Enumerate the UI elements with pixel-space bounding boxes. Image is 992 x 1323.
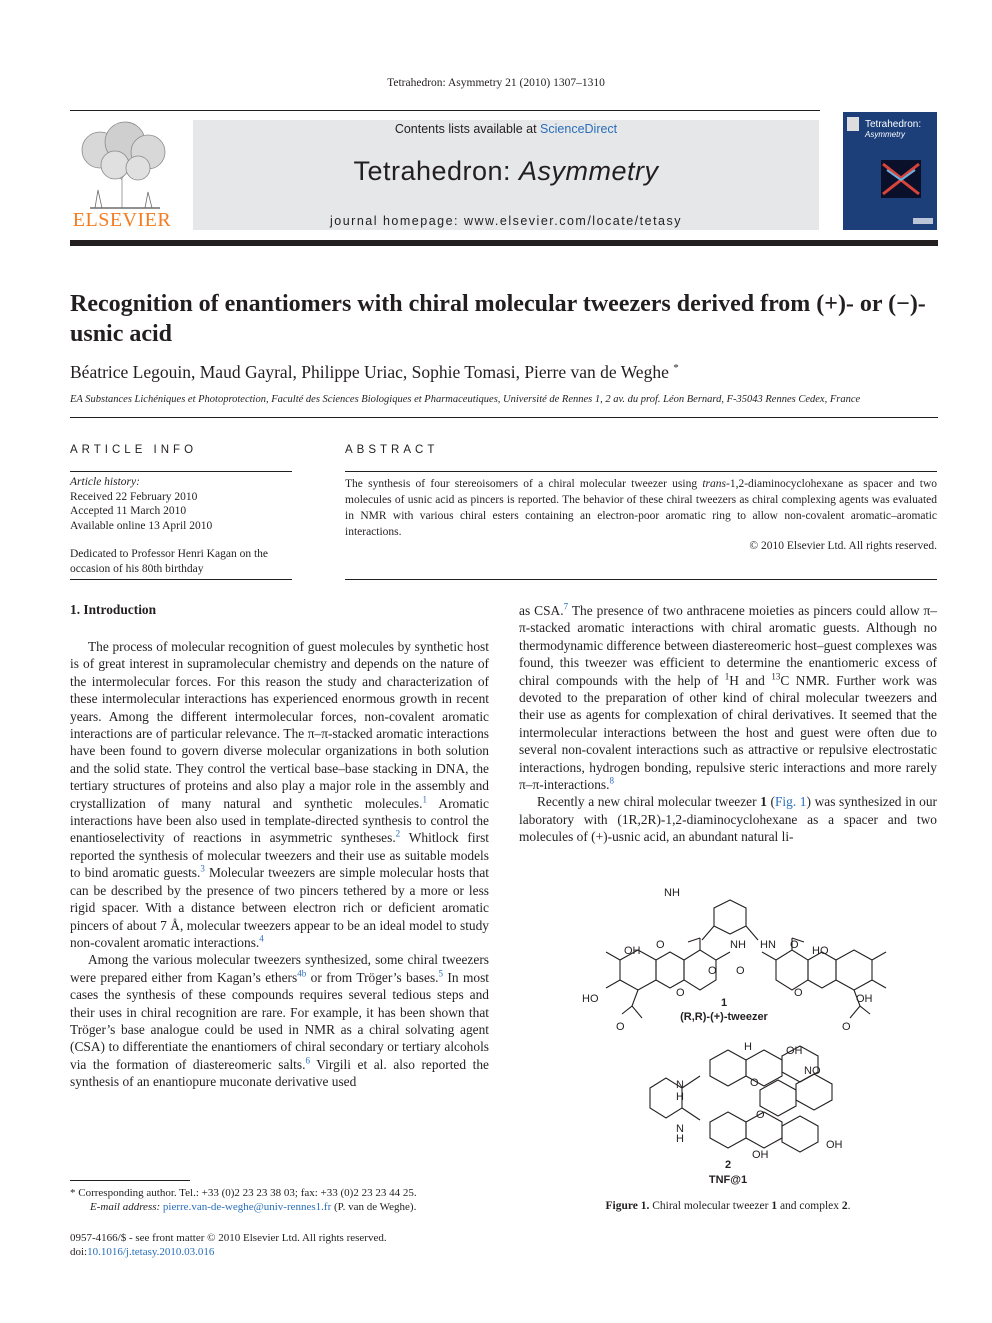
corresponding-author-note: Corresponding author. Tel.: +33 (0)2 23 23 38 03; fax: +33 (0)2 23 23 44 25. bbox=[78, 1187, 417, 1199]
caption-label: Figure 1. bbox=[605, 1200, 650, 1212]
journal-citation: Tetrahedron: Asymmetry 21 (2010) 1307–1310 bbox=[387, 77, 605, 89]
atom-label: OH bbox=[826, 1139, 843, 1151]
atom-label: NO bbox=[804, 1065, 821, 1077]
journal-name-prefix: Tetrahedron: bbox=[353, 156, 520, 186]
text-run: as CSA. bbox=[519, 603, 564, 618]
atom-label: N bbox=[676, 1123, 684, 1135]
article-info-heading: ARTICLE INFO bbox=[70, 444, 198, 456]
atom-label: N bbox=[676, 1079, 684, 1091]
dedication: Dedicated to Professor Henri Kagan on the occasion of his 80th birthday bbox=[70, 548, 268, 575]
sciencedirect-link[interactable]: ScienceDirect bbox=[540, 122, 618, 136]
reference-link[interactable]: 7 bbox=[563, 601, 569, 612]
reference-link[interactable]: 4b bbox=[297, 968, 307, 979]
introduction-heading: 1. Introduction bbox=[70, 602, 157, 617]
cyclohexane-ring bbox=[714, 900, 746, 934]
abstract-rule-top bbox=[345, 471, 937, 472]
journal-banner bbox=[193, 120, 819, 230]
footnote-star: * bbox=[70, 1187, 76, 1199]
right-aromatic-ring bbox=[776, 950, 808, 990]
atom-label: O bbox=[616, 1021, 625, 1033]
footnote-rule bbox=[70, 1180, 190, 1181]
header-thick-rule bbox=[70, 240, 938, 246]
email-label: E-mail address: bbox=[90, 1201, 161, 1213]
doi-label: doi: bbox=[70, 1246, 88, 1258]
intro-paragraph-2 bbox=[70, 951, 489, 1090]
atom-label: NH bbox=[730, 939, 746, 951]
right-column bbox=[519, 602, 937, 846]
article-info-rule-bottom bbox=[70, 579, 292, 580]
header-rule bbox=[70, 110, 820, 111]
contents-line bbox=[193, 122, 819, 136]
caption-text: and complex bbox=[777, 1200, 842, 1212]
atom-label: OH bbox=[856, 993, 873, 1005]
text-run: The process of molecular recognition of guest molecules by synthetic host is of great interest in supramolecular chemistry and depends on the nature of the intermolecular forces. For this reason the study and characterization of these intermolecular interactions has experienced enormous growth in recent years. Among the different intermolecular forces, non-covalent aromatic interactions are of particular relevance. The π–π-stacked aromatic interactions have been found to govern diverse molecular organizations in both solution and the solid state. They control the vertical base–base stacking in DNA, the tertiary structures of proteins and also play a major role in the assembly and crystallization of many natural and synthetic molecules. bbox=[70, 639, 489, 811]
elsevier-wordmark: ELSEVIER bbox=[72, 209, 172, 231]
right-paragraph-2 bbox=[519, 793, 937, 845]
history-label: Article history: bbox=[70, 476, 140, 488]
journal-name-italic: Asymmetry bbox=[519, 156, 659, 186]
reference-link[interactable]: 3 bbox=[200, 863, 205, 874]
reference-link[interactable]: 8 bbox=[609, 775, 614, 786]
atom-label: HN bbox=[760, 939, 776, 951]
chemical-structures bbox=[560, 878, 900, 1188]
isotope-mass: 1 bbox=[724, 671, 730, 682]
corresponding-author-mark[interactable]: * bbox=[673, 362, 679, 375]
text-run: Recently a new chiral molecular tweezer bbox=[537, 794, 761, 810]
compound-2-number: 2 bbox=[724, 1159, 732, 1171]
figure-1 bbox=[560, 878, 900, 1188]
right-paragraph-1 bbox=[519, 602, 937, 793]
atom-label: O bbox=[736, 965, 745, 977]
abstract-rule-bottom bbox=[345, 579, 937, 580]
abstract-copyright: © 2010 Elsevier Ltd. All rights reserved. bbox=[749, 540, 937, 552]
caption-compound: 2 bbox=[841, 1200, 848, 1212]
email-link[interactable]: pierre.van-de-weghe@univ-rennes1.fr bbox=[162, 1201, 332, 1213]
journal-homepage-link[interactable]: journal homepage: www.elsevier.com/locate/tetasy bbox=[329, 214, 682, 228]
affiliation: EA Substances Lichéniques et Photoprotection, Faculté des Sciences Biologiques et Pharmaceutiques, Université de Rennes 1, 2 av. du prof. Léon Bernard, F-35043 Rennes Cedex, France bbox=[70, 394, 861, 405]
text-run: ( bbox=[766, 794, 775, 810]
caption-text: . bbox=[847, 1200, 851, 1212]
figure-caption bbox=[519, 1200, 937, 1212]
text-run: ) was synthesized in our laboratory with (1R,2R)-1,2-diaminocyclohexane as a spacer and two molecules of (+)-usnic acid, an abundant natural li- bbox=[519, 794, 937, 845]
cover-subtitle-text: Asymmetry bbox=[865, 130, 905, 139]
text-run: Aromatic interactions have been also used in template-directed synthesis to control the enantioselectivity of reactions in asymmetric syntheses. bbox=[70, 795, 489, 846]
atom-label: O bbox=[756, 1109, 765, 1121]
author-list bbox=[70, 362, 930, 383]
atom-label: O bbox=[676, 987, 685, 999]
atom-label: OH bbox=[752, 1149, 769, 1161]
atom-label: O bbox=[708, 965, 717, 977]
accepted-date: Accepted 11 March 2010 bbox=[70, 505, 187, 517]
title-separator bbox=[70, 417, 938, 418]
atom-label: NH bbox=[664, 887, 680, 899]
intro-paragraph-1 bbox=[70, 638, 489, 951]
atom-label: H bbox=[676, 1091, 684, 1103]
reference-link[interactable]: 2 bbox=[395, 829, 401, 839]
abstract-trans: trans bbox=[702, 478, 726, 490]
email-owner: (P. van de Weghe). bbox=[331, 1201, 417, 1213]
online-date: Available online 13 April 2010 bbox=[70, 519, 213, 532]
cover-title-text: Tetrahedron: bbox=[865, 119, 922, 130]
atom-label: HO bbox=[582, 993, 599, 1005]
authors-text: Béatrice Legouin, Maud Gayral, Philippe Uriac, Sophie Tomasi, Pierre van de Weghe bbox=[70, 362, 669, 382]
text-run: Molecular tweezers are simple molecular hosts that can be described by the presence of two pincers tethered by a more or less rigid spacer. With a distance between electron rich or deficient aromatic pincers of about 7 Å, molecular tweezers appear to be an ideal model to study non-covalent aromatic interactions. bbox=[70, 865, 489, 950]
abstract-heading: ABSTRACT bbox=[345, 444, 439, 456]
journal-cover-thumbnail[interactable] bbox=[843, 112, 937, 230]
doi-link[interactable]: 10.1016/j.tetasy.2010.03.016 bbox=[87, 1246, 215, 1258]
atom-label: OH bbox=[786, 1045, 803, 1057]
text-run: Virgili et al. also reported the synthesis of an enantiopure muconate derivative used bbox=[70, 1056, 489, 1090]
atom-label: HO bbox=[812, 945, 829, 957]
atom-label: O bbox=[750, 1077, 759, 1089]
contents-prefix: Contents lists available at bbox=[394, 122, 541, 136]
elsevier-logo[interactable] bbox=[70, 120, 174, 232]
compound-1-label: (R,R)-(+)-tweezer bbox=[680, 1011, 768, 1023]
atom-label: H bbox=[676, 1133, 684, 1145]
tree-icon bbox=[70, 120, 174, 210]
article-info-rule-top bbox=[70, 471, 292, 472]
atom-label: H bbox=[744, 1041, 752, 1053]
text-run: Among the various molecular tweezers synthesized, some chiral tweezers were prepared either from Kagan’s ethers bbox=[70, 952, 489, 985]
text-run: The presence of two anthracene moieties as pincers could allow π–π-stacked aromatic interactions with chiral aromatic guests. Although no thermodynamic difference between diastereomeric host–guest complexes was found, this tweezer was efficient to determine the enantiomeric excess of chiral compounds with the help of bbox=[519, 603, 938, 688]
text-run: In most cases the synthesis of these compounds requires several tedious steps and their uses in chiral recognition are rare. For example, it has been shown that Tröger’s base analogue could be used in NMR as a chiral solvating agent (CSA) to differentiate the enantiomers of chiral secondary or tertiary alcohols via the formation of diastereomeric salts. bbox=[70, 969, 489, 1072]
issn-block bbox=[70, 1231, 510, 1259]
atom-label: OH bbox=[624, 945, 641, 957]
reference-link[interactable]: 4 bbox=[259, 933, 264, 944]
text-run: H and bbox=[729, 672, 772, 688]
compound-1-number: 1 bbox=[720, 997, 728, 1009]
issn-line: 0957-4166/$ - see front matter © 2010 Elsevier Ltd. All rights reserved. bbox=[70, 1232, 387, 1244]
caption-text: Chiral molecular tweezer bbox=[649, 1200, 772, 1212]
atom-label: O bbox=[794, 987, 803, 999]
cover-art-icon bbox=[843, 112, 937, 230]
abstract-text bbox=[345, 476, 937, 540]
figure-link[interactable]: Fig. 1 bbox=[774, 794, 807, 810]
reference-link[interactable]: 6 bbox=[305, 1055, 310, 1066]
reference-link[interactable]: 1 bbox=[422, 794, 427, 805]
footnote bbox=[70, 1186, 510, 1214]
compound-2-label: TNF@1 bbox=[708, 1174, 748, 1186]
atom-label: O bbox=[656, 939, 665, 951]
isotope-mass: 13 bbox=[771, 671, 781, 682]
left-column bbox=[70, 638, 489, 1091]
reference-link[interactable]: 5 bbox=[438, 968, 443, 979]
journal-name bbox=[193, 156, 819, 187]
caption-compound: 1 bbox=[771, 1200, 778, 1212]
text-run: Whitlock first reported the synthesis of molecular tweezers and their use as suitable models to bind aromatic guests. bbox=[70, 830, 489, 881]
text-run: or from Tröger’s bases. bbox=[306, 969, 439, 985]
received-date: Received 22 February 2010 bbox=[70, 490, 198, 503]
abstract-part-a: The synthesis of four stereoisomers of a chiral molecular tweezer using bbox=[345, 478, 703, 490]
article-title: Recognition of enantiomers with chiral molecular tweezers derived from (+)- or (−)-usnic acid bbox=[70, 291, 926, 347]
article-info bbox=[70, 475, 295, 576]
atom-label: O bbox=[842, 1021, 851, 1033]
compound-ref: 1 bbox=[760, 794, 767, 810]
atom-label: O bbox=[790, 939, 799, 951]
text-run: C NMR. Further work was devoted to the preparation of other kind of chiral molecular tweezers and their use as agents for complexation of chiral derivatives. It seemed that the intermolecular interactions between the host and guest were often due to several non-covalent interactions such as attractive or repulsive electrostatic interactions, hydrogen bonding, repulsive steric interactions and more rarely π–π-interactions. bbox=[519, 672, 937, 793]
abstract-part-b: -1,2-diaminocyclohexane as spacer and two molecules of usnic acid as pincers is reported. The behavior of these chiral tweezers as chiral complexing agents was evaluated in NMR with various chiral esters containing an electron-poor aromatic ring to allow non-covalent aromatic–aromatic interactions. bbox=[345, 478, 937, 538]
